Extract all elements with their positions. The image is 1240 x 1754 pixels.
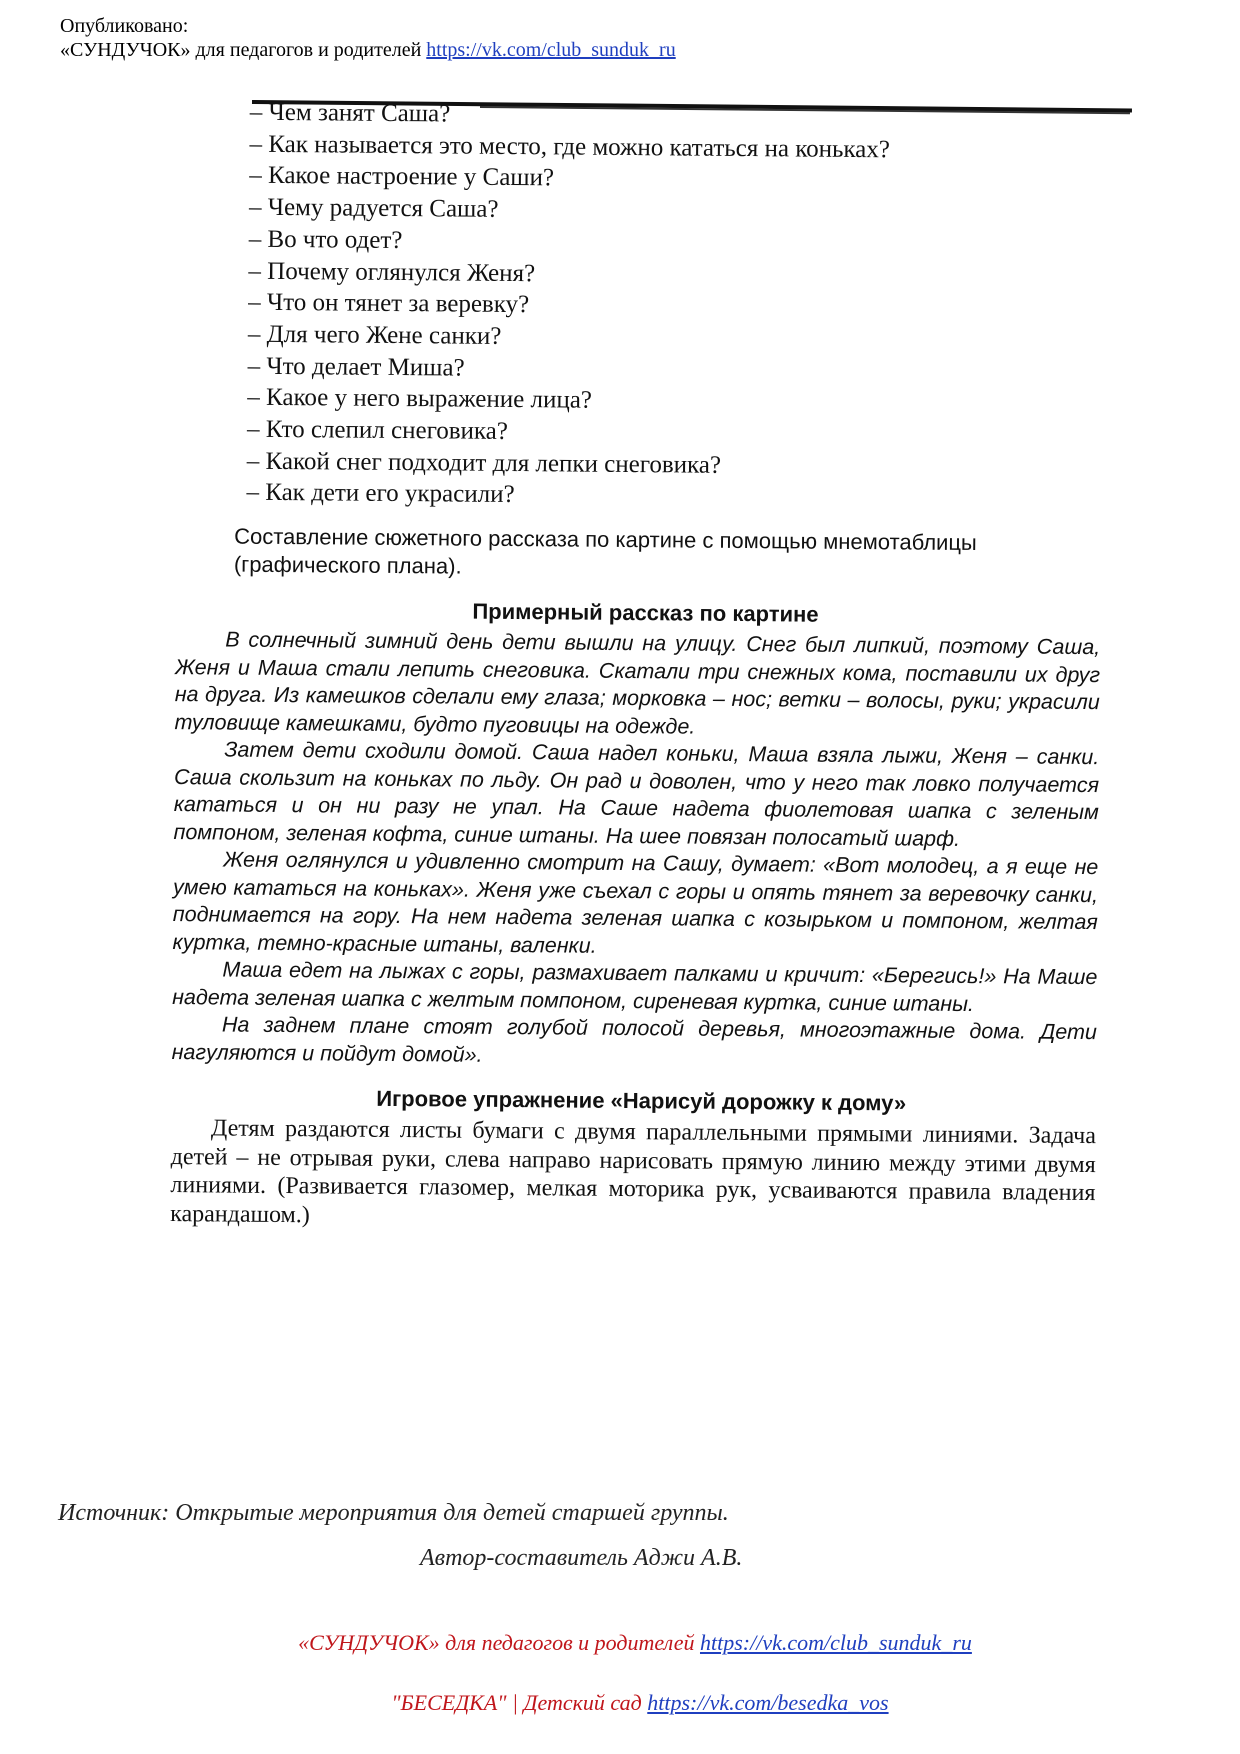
question-item: – Чему радуется Саша? bbox=[248, 193, 499, 223]
task-description: Составление сюжетного рассказа по картине с помощью мнемотаблицы (графического плана). bbox=[233, 523, 977, 579]
question-item: – Почему оглянулся Женя? bbox=[248, 257, 536, 287]
question-item: – Что он тянет за веревку? bbox=[248, 288, 530, 319]
question-item: – Во что одет? bbox=[248, 225, 403, 254]
question-item: – Для чего Жене санки? bbox=[247, 320, 502, 350]
question-item: – Какое у него выражение лица? bbox=[247, 384, 593, 415]
question-item: – Чем занят Саша? bbox=[249, 98, 451, 128]
source-line: Источник: Открытые мероприятия для детей старшей группы. bbox=[58, 1500, 729, 1526]
publisher-name: «СУНДУЧОК» для педагогов и родителей bbox=[60, 39, 422, 61]
footer-sunduk bbox=[0, 1630, 1240, 1656]
footer-besedka-link[interactable]: https://vk.com/besedka_vos bbox=[647, 1690, 889, 1715]
footer-besedka bbox=[0, 1690, 1240, 1716]
question-item: – Что делает Миша? bbox=[247, 352, 465, 382]
story-paragraph: Женя оглянулся и удивленно смотрит на Сашу, думает: «Вот молодец, а я еще не умею кататься на коньках». Женя уже съехал с горы и опять тянет за веревочку санки, поднимается на гору. На нем надета зеленая шапка с козырьком и помпоном, желтая куртка, темно-красные штаны, валенки. bbox=[172, 847, 1099, 958]
publisher-link[interactable]: https://vk.com/club_sunduk_ru bbox=[426, 39, 676, 61]
question-list bbox=[166, 96, 1130, 517]
story-paragraph: Затем дети сходили домой. Саша надел коньки, Маша взяла лыжи, Женя – санки. Саша скользит на коньках по льду. Он рад и доволен, что у него так ловко получается кататься и он ни разу не упал. На Саше надета фиолетовая шапка с зеленым помпоном, зеленая кофта, синие штаны. На шее повязан полосатый шарф. bbox=[173, 737, 1100, 851]
game-heading: Игровое упражнение «Нарисуй дорожку к дому» bbox=[376, 1085, 907, 1116]
story-text bbox=[172, 626, 1101, 1074]
question-item: – Какой снег подходит для лепки снеговика? bbox=[246, 447, 722, 479]
author-line: Автор-составитель Аджи А.В. bbox=[420, 1545, 743, 1571]
game-text: Детям раздаются листы бумаги с двумя параллельными прямыми линиями. Задача детей – не отрывая руки, слева направо нарисовать прямую линию между этими двумя линиями. (Развивается глазомер, мелкая моторика рук, усваиваются правила владения карандашом.) bbox=[170, 1115, 1097, 1228]
published-label: Опубликовано: bbox=[60, 15, 189, 37]
story-paragraph: Маша едет на лыжах с горы, размахивает палками и кричит: «Берегись!» На Маше надета зеленая шапка с желтым помпоном, сиреневая куртка, синие штаны. bbox=[172, 957, 1098, 1016]
question-item: – Какое настроение у Саши? bbox=[249, 162, 555, 192]
publisher-line bbox=[60, 38, 676, 62]
publication-header bbox=[60, 14, 676, 62]
scanned-page bbox=[160, 96, 1130, 1236]
footer-sunduk-text: «СУНДУЧОК» для педагогов и родителей bbox=[298, 1630, 695, 1655]
question-item: – Кто слепил снеговика? bbox=[246, 415, 509, 445]
footer-sunduk-link[interactable]: https://vk.com/club_sunduk_ru bbox=[699, 1630, 972, 1655]
story-paragraph: В солнечный зимний день дети вышли на улицу. Снег был липкий, поэтому Саша, Женя и Маша стали лепить снеговика. Скатали три снежных кома, поставили их друг на друга. Из камешков сделали ему глаза; морковка – нос; ветки – волосы, руки; украсили туловище камешками, будто пуговицы на одежде. bbox=[174, 627, 1101, 739]
question-item: – Как называется это место, где можно кататься на коньках? bbox=[249, 130, 891, 163]
question-item: – Как дети его украсили? bbox=[246, 479, 515, 509]
story-paragraph: На заднем плане стоят голубой полосой деревья, многоэтажные дома. Дети нагуляются и пойдут домой». bbox=[171, 1012, 1097, 1067]
footer-besedka-text: "БЕСЕДКА" | Детский сад bbox=[391, 1690, 642, 1715]
story-heading: Примерный рассказ по картине bbox=[472, 598, 819, 627]
